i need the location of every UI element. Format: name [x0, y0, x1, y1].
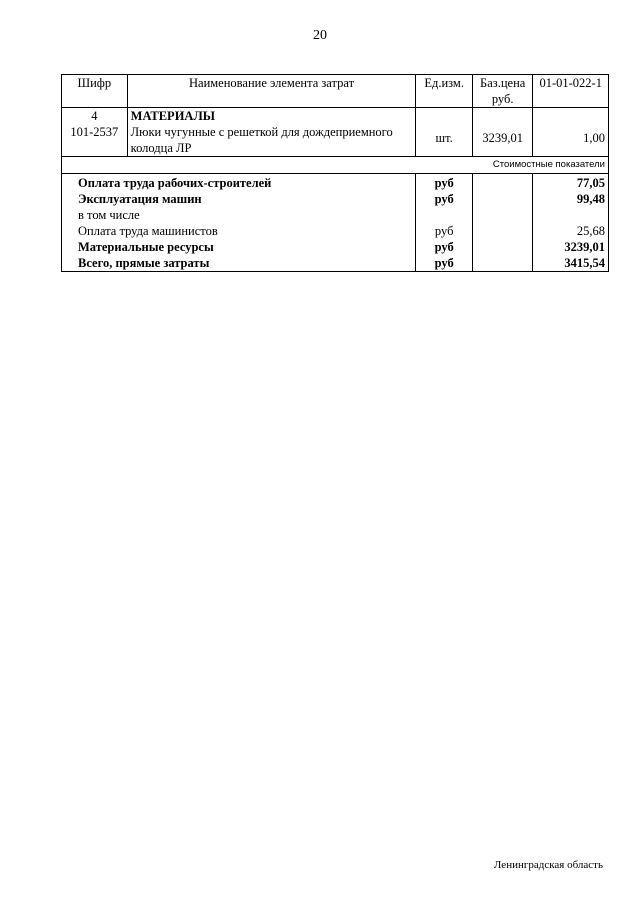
table-header-row [62, 75, 609, 108]
table-row [62, 255, 609, 272]
row-value: 25,68 [533, 223, 609, 239]
row-name: Эксплуатация машин [62, 191, 416, 207]
table-row [62, 174, 609, 192]
header-price [472, 75, 533, 108]
row-empty [472, 255, 533, 272]
row-unit: руб [416, 239, 472, 255]
footer-region: Ленинградская область [493, 859, 603, 871]
header-price-line1: Баз.цена [480, 76, 526, 90]
row-value: 77,05 [533, 174, 609, 192]
section-label-row [62, 157, 609, 174]
material-qty: 1,00 [533, 108, 609, 157]
row-value: 3415,54 [533, 255, 609, 272]
header-code: Шифр [62, 75, 128, 108]
row-name: Материальные ресурсы [62, 239, 416, 255]
row-name: Всего, прямые затраты [62, 255, 416, 272]
header-name: Наименование элемента затрат [127, 75, 416, 108]
row-name: Оплата труда машинистов [62, 223, 416, 239]
row-value: 99,48 [533, 191, 609, 207]
material-name: Люки чугунные с решеткой для дождеприемного колодца ЛР [130, 125, 393, 155]
row-empty [472, 207, 533, 223]
material-number: 4 [91, 109, 98, 123]
material-section-title: МАТЕРИАЛЫ [130, 109, 216, 123]
row-empty [472, 191, 533, 207]
row-unit: руб [416, 223, 472, 239]
row-empty [472, 239, 533, 255]
row-unit: руб [416, 191, 472, 207]
row-empty [472, 223, 533, 239]
row-unit: руб [416, 255, 472, 272]
row-name: Оплата труда рабочих-строителей [62, 174, 416, 192]
header-unit: Ед.изм. [416, 75, 472, 108]
material-name-cell [127, 108, 416, 157]
row-value [533, 207, 609, 223]
table-row [62, 223, 609, 239]
row-empty [472, 174, 533, 192]
header-price-line2: руб. [491, 92, 514, 106]
material-row [62, 108, 609, 157]
table-row [62, 207, 609, 223]
page-number: 20 [313, 28, 327, 43]
row-name: в том числе [62, 207, 416, 223]
material-code-cell [62, 108, 128, 157]
section-label: Стоимостные показатели [62, 157, 609, 174]
header-rate: 01-01-022-1 [533, 75, 609, 108]
table-row [62, 239, 609, 255]
row-unit: руб [416, 174, 472, 192]
material-code: 101-2537 [70, 125, 119, 139]
cost-table [61, 74, 609, 272]
material-price: 3239,01 [472, 108, 533, 157]
row-unit [416, 207, 472, 223]
material-unit: шт. [416, 108, 472, 157]
table-row [62, 191, 609, 207]
row-value: 3239,01 [533, 239, 609, 255]
